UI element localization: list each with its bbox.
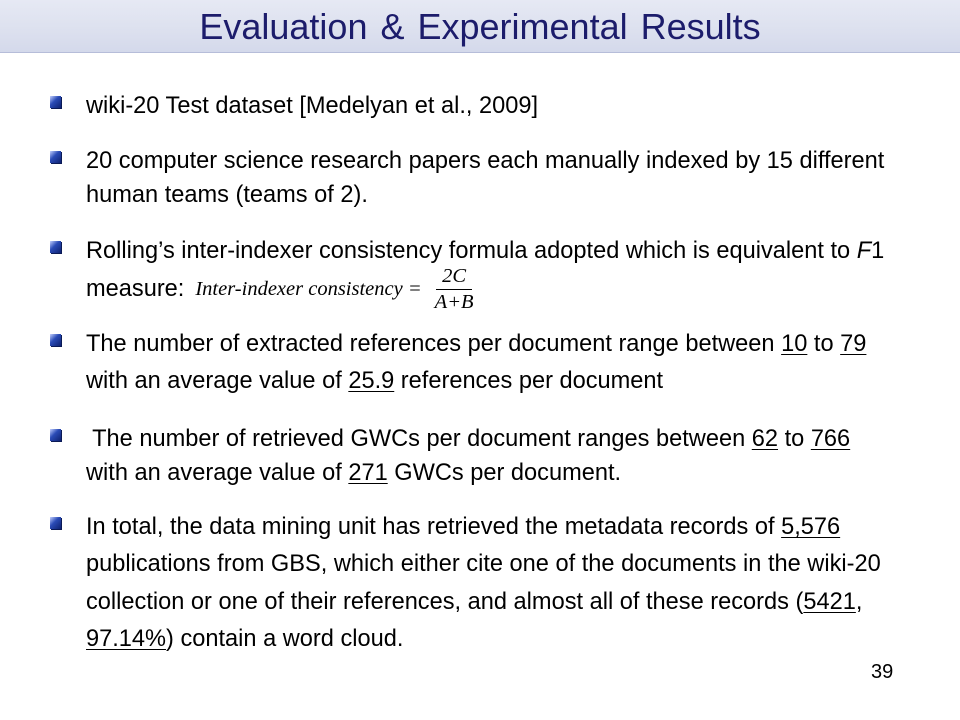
bullet-text: GWCs per document. xyxy=(387,460,622,486)
formula-numerator: 2C xyxy=(436,265,472,290)
bullet-line xyxy=(86,422,850,456)
bullet-text: with an average value of xyxy=(86,368,349,394)
underlined-value: 5,576 xyxy=(781,514,841,540)
bullet-line xyxy=(86,326,866,363)
square-bullet-icon xyxy=(50,517,61,529)
bullet-item xyxy=(86,88,538,125)
bullet-text: with an average value of xyxy=(86,460,349,486)
bullet-item xyxy=(86,144,884,212)
underlined-value: 25.9 xyxy=(348,368,395,394)
formula-lhs: Inter-indexer consistency = xyxy=(195,278,422,301)
underlined-value: 62 xyxy=(751,426,779,452)
bullet-text: ) contain a word cloud. xyxy=(166,625,404,652)
bullet-text: The number of retrieved GWCs per document ranges between xyxy=(86,426,752,452)
underlined-value: 97.14% xyxy=(86,625,167,652)
square-bullet-icon xyxy=(50,429,61,441)
formula-fraction xyxy=(432,265,477,314)
square-bullet-icon xyxy=(50,241,61,253)
bullet-text: to xyxy=(778,426,811,452)
bullet-text: , xyxy=(855,588,863,615)
square-bullet-icon xyxy=(50,96,61,108)
bullet-text: human teams (teams of 2). xyxy=(86,182,368,208)
bullet-item xyxy=(86,509,881,658)
formula-denominator: A+B xyxy=(434,291,474,314)
underlined-value: 271 xyxy=(348,460,388,486)
bullet-line xyxy=(86,584,881,621)
bullet-line xyxy=(86,509,881,546)
square-bullet-icon xyxy=(50,334,61,346)
bullet-text: collection or one of their references, and almost all of these records ( xyxy=(86,588,804,615)
page-number: 39 xyxy=(871,661,894,683)
italic-variable: F xyxy=(856,238,872,264)
bullet-line xyxy=(86,265,884,314)
bullet-text: Rolling’s inter-indexer consistency formula adopted which is equivalent to xyxy=(86,238,857,264)
bullet-text: The number of extracted references per document range between xyxy=(86,331,782,357)
bullet-text: measure: xyxy=(86,276,185,302)
consistency-formula xyxy=(195,265,476,314)
bullet-line xyxy=(86,88,538,125)
title-band xyxy=(0,0,960,53)
bullet-item xyxy=(86,422,850,490)
bullet-item xyxy=(86,326,866,400)
underlined-value: 766 xyxy=(810,426,851,452)
bullet-text: wiki-20 Test dataset [Medelyan et al., 2009] xyxy=(86,93,539,119)
bullet-text: to xyxy=(807,331,841,357)
underlined-value: 10 xyxy=(781,331,808,357)
bullet-line xyxy=(86,144,884,178)
bullet-line xyxy=(86,546,881,583)
bullet-line xyxy=(86,363,866,400)
bullet-line xyxy=(86,178,884,212)
bullet-item xyxy=(86,232,885,314)
slide-title: Evaluation & Experimental Results xyxy=(199,6,761,47)
bullet-text: 20 computer science research papers each manually indexed by 15 different xyxy=(86,148,885,174)
bullet-text: references per document xyxy=(394,368,664,394)
underlined-value: 5421 xyxy=(803,588,856,615)
underlined-value: 79 xyxy=(840,331,867,357)
bullet-text: publications from GBS, which either cite one of the documents in the wiki-20 xyxy=(86,551,881,578)
bullet-text: 1 xyxy=(871,238,885,264)
bullet-line xyxy=(86,456,850,490)
square-bullet-icon xyxy=(50,151,61,163)
bullet-line xyxy=(86,621,881,658)
bullet-text: In total, the data mining unit has retrieved the metadata records of xyxy=(86,514,782,540)
